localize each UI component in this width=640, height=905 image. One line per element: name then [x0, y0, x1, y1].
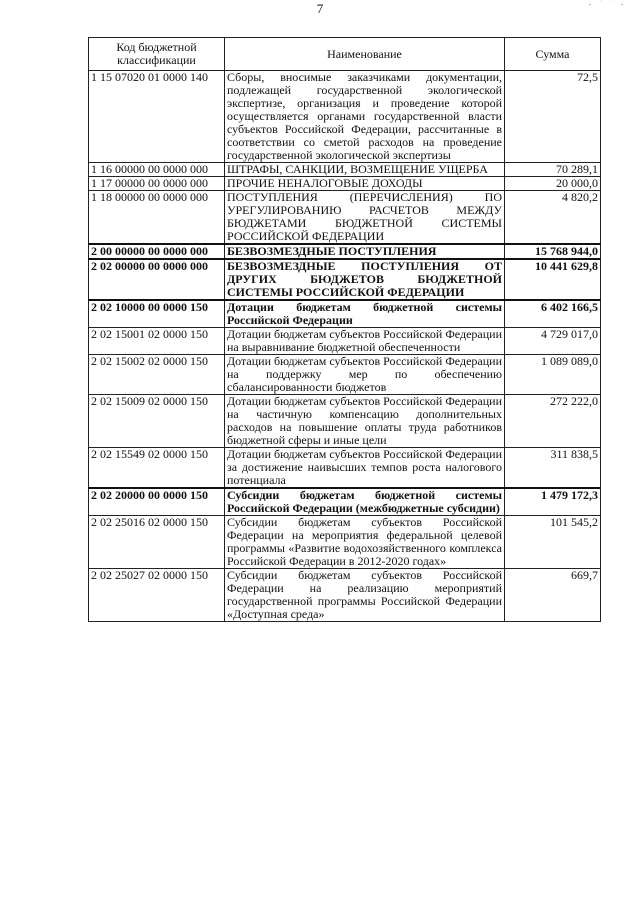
- row-code: 2 02 15009 02 0000 150: [89, 395, 225, 448]
- page-number: 7: [316, 1, 324, 16]
- row-name: Дотации бюджетам субъектов Российской Федерации на выравнивание бюджетной обеспеченности: [225, 328, 505, 355]
- row-name: Субсидии бюджетам субъектов Российской Федерации на мероприятия федеральной целевой программы «Развитие водохозяйственного комплекса Российской Федерации в 2012-2020 годах»: [225, 516, 505, 569]
- column-header-name: Наименование: [225, 38, 505, 71]
- table-row: [89, 163, 601, 177]
- row-code: 1 15 07020 01 0000 140: [89, 71, 225, 163]
- row-sum: 1 089 089,0: [505, 355, 601, 395]
- table-row: [89, 259, 601, 300]
- row-code: 2 02 15549 02 0000 150: [89, 448, 225, 489]
- table-row: [89, 177, 601, 191]
- table-row: [89, 191, 601, 245]
- table-row: [89, 395, 601, 448]
- column-header-code: Код бюджетной классификации: [89, 38, 225, 71]
- budget-revenue-table: [88, 37, 601, 622]
- column-header-sum: Сумма: [505, 38, 601, 71]
- row-code: 1 17 00000 00 0000 000: [89, 177, 225, 191]
- row-name: Дотации бюджетам субъектов Российской Федерации на частичную компенсацию дополнительных расходов на повышение оплаты труда работников бюджетной сферы и иные цели: [225, 395, 505, 448]
- row-sum: 311 838,5: [505, 448, 601, 489]
- table-row: [89, 448, 601, 489]
- row-code: 2 02 15002 02 0000 150: [89, 355, 225, 395]
- row-sum: 669,7: [505, 569, 601, 622]
- row-name: Субсидии бюджетам субъектов Российской Федерации на реализацию мероприятий государственной программы Российской Федерации «Доступная среда»: [225, 569, 505, 622]
- row-code: 2 02 20000 00 0000 150: [89, 488, 225, 516]
- row-sum: 4 820,2: [505, 191, 601, 245]
- table-row: [89, 71, 601, 163]
- row-sum: 4 729 017,0: [505, 328, 601, 355]
- row-code: 2 02 25027 02 0000 150: [89, 569, 225, 622]
- row-code: 1 16 00000 00 0000 000: [89, 163, 225, 177]
- row-sum: 101 545,2: [505, 516, 601, 569]
- row-name: ПОСТУПЛЕНИЯ (ПЕРЕЧИСЛЕНИЯ) ПО УРЕГУЛИРОВАНИЮ РАСЧЕТОВ МЕЖДУ БЮДЖЕТАМИ БЮДЖЕТНОЙ СИСТЕМЫ РОССИЙСКОЙ ФЕДЕРАЦИИ: [225, 191, 505, 245]
- row-name: ПРОЧИЕ НЕНАЛОГОВЫЕ ДОХОДЫ: [225, 177, 505, 191]
- row-code: 2 02 10000 00 0000 150: [89, 300, 225, 328]
- row-code: 2 02 25016 02 0000 150: [89, 516, 225, 569]
- row-sum: 6 402 166,5: [505, 300, 601, 328]
- row-name: Дотации бюджетам субъектов Российской Федерации за достижение наивысших темпов роста налогового потенциала: [225, 448, 505, 489]
- row-sum: 10 441 629,8: [505, 259, 601, 300]
- table-row: [89, 569, 601, 622]
- scan-corner-mark: · ⌒ ·: [588, 0, 627, 11]
- row-sum: 70 289,1: [505, 163, 601, 177]
- table-row: [89, 516, 601, 569]
- table-row: [89, 300, 601, 328]
- row-sum: 20 000,0: [505, 177, 601, 191]
- table-row: [89, 328, 601, 355]
- row-name: БЕЗВОЗМЕЗДНЫЕ ПОСТУПЛЕНИЯ ОТ ДРУГИХ БЮДЖЕТОВ БЮДЖЕТНОЙ СИСТЕМЫ РОССИЙСКОЙ ФЕДЕРАЦИИ: [225, 259, 505, 300]
- table-row: [89, 244, 601, 259]
- row-code: 2 02 00000 00 0000 000: [89, 259, 225, 300]
- table-row: [89, 488, 601, 516]
- row-name: Дотации бюджетам бюджетной системы Российской Федерации: [225, 300, 505, 328]
- row-name: ШТРАФЫ, САНКЦИИ, ВОЗМЕЩЕНИЕ УЩЕРБА: [225, 163, 505, 177]
- row-name: Субсидии бюджетам бюджетной системы Российской Федерации (межбюджетные субсидии): [225, 488, 505, 516]
- table-row: [89, 355, 601, 395]
- row-sum: 272 222,0: [505, 395, 601, 448]
- row-sum: 1 479 172,3: [505, 488, 601, 516]
- row-sum: 15 768 944,0: [505, 244, 601, 259]
- row-code: 2 00 00000 00 0000 000: [89, 244, 225, 259]
- row-code: 2 02 15001 02 0000 150: [89, 328, 225, 355]
- row-sum: 72,5: [505, 71, 601, 163]
- row-name: Сборы, вносимые заказчиками документации, подлежащей государственной экологической экспертизе, организация и проведение которой осуществляется органами государственной власти субъектов Российской Федерации, рассчитанные в соответствии со сметой расходов на проведение государственной экологической экспертизы: [225, 71, 505, 163]
- row-name: Дотации бюджетам субъектов Российской Федерации на поддержку мер по обеспечению сбалансированности бюджетов: [225, 355, 505, 395]
- row-code: 1 18 00000 00 0000 000: [89, 191, 225, 245]
- row-name: БЕЗВОЗМЕЗДНЫЕ ПОСТУПЛЕНИЯ: [225, 244, 505, 259]
